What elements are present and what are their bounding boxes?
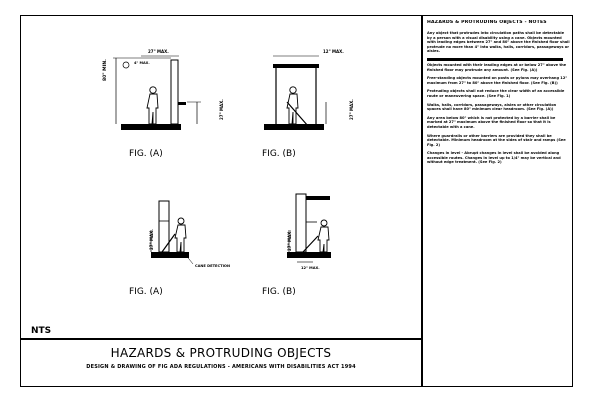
figure-label: FIG. (B) [262, 149, 296, 159]
sheet-subtitle: DESIGN & DRAWING OF FIG ADA REGULATIONS - AMERICANS WITH DISABILITIES ACT 1994 [86, 364, 356, 370]
drawing-sheet [20, 15, 573, 387]
note-paragraph: Any object that protrudes into circulation paths shall be detectable by a person with a visual disability using a cane. Objects mounted with leading edges between 27" and 80" above the finished floor shall protrude no more than 4" into walks, halls, corridors, passageways or aisles. [427, 31, 570, 54]
dim-text: 12" MAX. [323, 49, 344, 54]
notes-divider [421, 16, 423, 386]
figure-label: FIG. (B) [262, 287, 296, 297]
person-head [290, 87, 296, 93]
dim-text: CANE DETECTION [195, 264, 230, 268]
dim-text: 27" MAX. [219, 99, 224, 120]
person-head [321, 220, 327, 226]
dim-text: 27" MAX. [349, 99, 354, 120]
person-figure [147, 94, 158, 124]
figure-a-wall-mounted [102, 49, 224, 130]
sheet-title: HAZARDS & PROTRUDING OBJECTS [110, 346, 332, 360]
person-head [150, 87, 156, 93]
dim-text: 80" MIN. [103, 59, 108, 81]
note-paragraph: Changes in level - Abrupt changes in level shall be avoided along accessible routes. Changes in level up to 1/4" may be vertical and without edge treatment. (See Fig. 2) [427, 151, 561, 165]
figure-a-cane-detection [149, 201, 230, 268]
scale-note: NTS [31, 326, 52, 336]
figure-b-overhang-detection [287, 194, 331, 270]
dim-text: 27" MAX. [148, 49, 169, 54]
person-figure [318, 227, 329, 252]
note-paragraph: Walks, halls, corridors, passageways, aisles or other circulation spaces shall have 80" minimum clear headroom. (See Fig. (A)) [427, 102, 557, 112]
note-paragraph: Objects mounted with their leading edges at or below 27" above the finished floor may protrude any amount. (See Fig. (A)) [427, 62, 567, 72]
person-head [178, 218, 184, 224]
person-figure [175, 225, 186, 252]
note-rule [427, 58, 563, 61]
overhead-sign [273, 64, 319, 68]
notes-panel [425, 20, 570, 380]
note-paragraph: Protruding objects shall not reduce the clear width of an accessible route or maneuvering space. (See Fig. 1) [427, 89, 565, 98]
dim-text: 4" MAX. [134, 61, 150, 65]
dim-text: 12" MAX. [301, 266, 320, 270]
overhead-object [306, 196, 330, 200]
note-paragraph: Any area below 80" which is not protected by a barrier shall be marked at 27" maximum above the finished floor so that it is detectable with a cane. [427, 115, 556, 129]
dim-text: 27" MAX. [287, 230, 292, 251]
floor-slab [287, 252, 331, 258]
note-paragraph: Free-standing objects mounted on posts or pylons may overhang 12" maximum from 27" to 80" above the finished floor. (See Fig. (B)) [427, 76, 568, 85]
floor-slab [151, 252, 189, 258]
detail-marker [123, 62, 129, 68]
figures-canvas [21, 16, 421, 338]
protruding-object [178, 102, 186, 105]
dim-text: 27" MAX. [149, 229, 154, 250]
drawing-area [21, 16, 421, 338]
wall [171, 60, 178, 124]
wall [296, 194, 306, 252]
title-block [21, 340, 421, 386]
figure-label: FIG. (A) [129, 149, 163, 159]
note-paragraph: Where guardrails or other barriers are provided they shall be detectable. Minimum headroom at the sides of stair and ramps (See Fig. 2) [427, 133, 566, 147]
floor-slab [121, 124, 181, 130]
figure-b-post-mounted [264, 49, 354, 130]
floor-slab [264, 124, 324, 130]
figure-label: FIG. (A) [129, 287, 163, 297]
notes-title: HAZARDS & PROTRUDING OBJECTS - NOTES [427, 20, 547, 25]
